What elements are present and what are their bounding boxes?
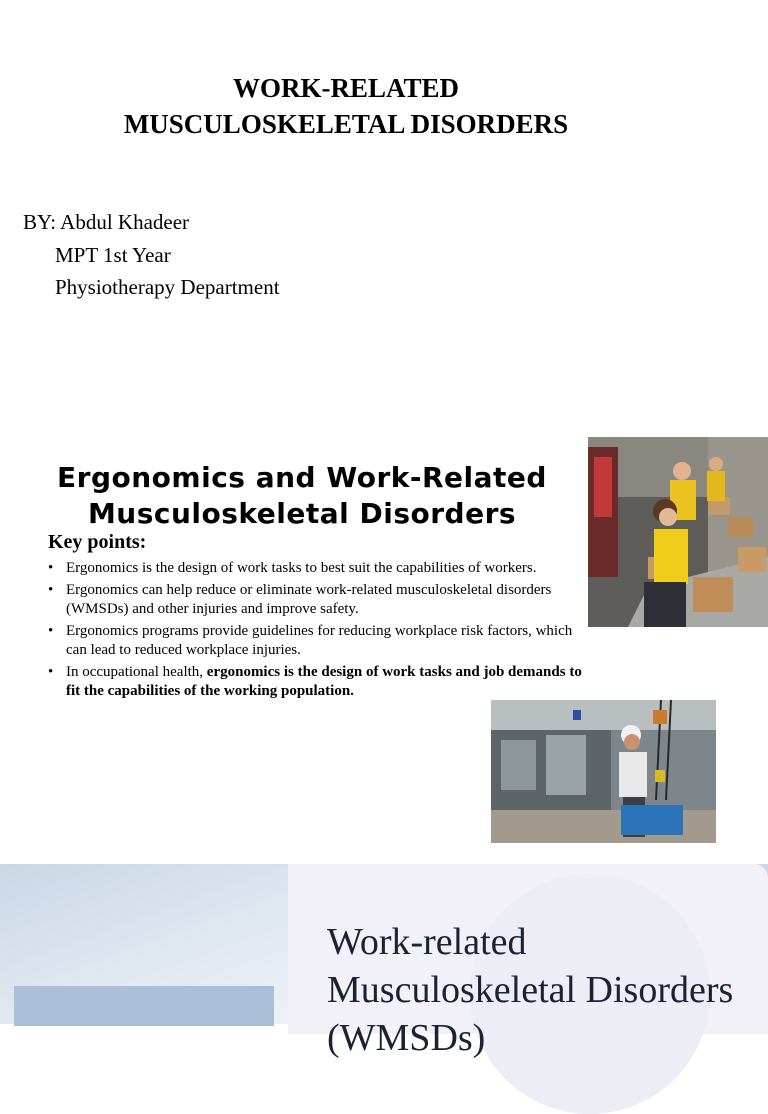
bullet-icon: • [48,582,54,598]
slide-wmsd-intro [0,864,768,1059]
list-item: • In occupational health, ergonomics is the design of work tasks and job demands to fit the capabilities of the working population. [48,664,582,699]
person-shirt-image [14,986,274,1026]
key-points-label: Key points: [48,531,147,553]
factory-worker-photo [491,700,716,843]
list-item: • Ergonomics programs provide guidelines for reducing workplace risk factors, which can lead to reduced workplace injuries. [48,623,573,658]
emphasis-text: ergonomics is the design of work tasks and job demands to fit the capabilities of the working population. [66,664,582,699]
author-name: BY: Abdul Khadeer [23,210,190,234]
slide-heading: Ergonomics and Work-Related Musculoskeletal Disorders [57,461,547,530]
bullet-icon: • [48,560,54,576]
presentation-title: WORK-RELATED MUSCULOSKELETAL DISORDERS [123,73,569,139]
warehouse-scene-image [588,437,768,627]
list-item: • Ergonomics is the design of work tasks to best suit the capabilities of workers. [48,560,537,576]
key-points-list [48,559,596,704]
author-year: MPT 1st Year [55,243,171,267]
slide-ergonomics [0,432,768,864]
factory-scene-image [491,700,716,843]
list-item: • Ergonomics can help reduce or eliminate work-related musculoskeletal disorders (WMSDs) and other injuries and improve safety. [48,582,552,617]
bullet-icon: • [48,623,54,639]
author-department: Physiotherapy Department [55,275,280,299]
slide-title [0,0,768,432]
office-background-photo [0,864,290,1024]
slide-heading: Work-related Musculoskeletal Disorders (WMSDs) [327,921,734,1059]
bullet-icon: • [48,664,54,680]
warehouse-workers-photo [588,437,768,627]
